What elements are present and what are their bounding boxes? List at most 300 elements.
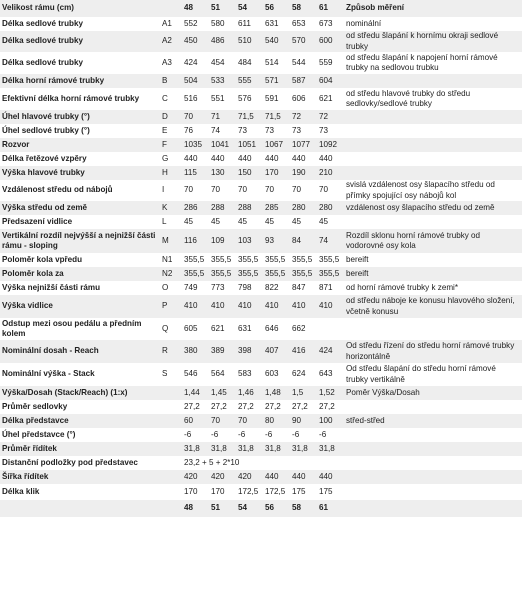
- row-value: 355,5: [265, 268, 286, 278]
- row-value: 484: [238, 57, 252, 67]
- table-row: [0, 74, 522, 88]
- row-value: 440: [319, 471, 333, 481]
- row-value: 100: [319, 415, 333, 425]
- row-value: -6: [238, 429, 246, 439]
- row-code: K: [162, 202, 168, 212]
- footer-size: 56: [265, 503, 275, 513]
- row-value: 621: [211, 323, 225, 333]
- row-value: 440: [292, 153, 306, 163]
- table-row: [0, 124, 522, 138]
- row-value: 45: [211, 216, 221, 226]
- row-label: Rozvor: [2, 139, 30, 149]
- row-value: 175: [292, 486, 306, 496]
- row-value: 72: [292, 111, 302, 121]
- row-label: Délka klik: [2, 486, 40, 496]
- footer-empty-cell: [160, 500, 182, 517]
- row-value: 1,45: [211, 387, 227, 397]
- row-value: 355,5: [238, 254, 259, 264]
- row-value: 486: [211, 36, 225, 46]
- row-description: [344, 166, 522, 180]
- header-size: 48: [184, 3, 194, 13]
- table-row: [0, 456, 522, 470]
- row-description: od středu šlapání k hornímu okraji sedlové trubky: [346, 31, 499, 51]
- table-row: [0, 267, 522, 281]
- row-value: 420: [238, 471, 252, 481]
- row-value: 440: [238, 153, 252, 163]
- row-value: 288: [211, 202, 225, 212]
- table-row: [0, 442, 522, 456]
- row-value: 1092: [319, 139, 338, 149]
- row-description: [344, 442, 522, 456]
- row-label: Délka představce: [2, 415, 69, 425]
- table-row: [0, 340, 522, 363]
- row-value: 643: [319, 369, 333, 379]
- row-label: Poloměr kola za: [2, 268, 64, 278]
- row-description: od středu hlavové trubky do středu sedlovky/sedlové trubky: [346, 88, 471, 108]
- row-value: -6: [319, 429, 327, 439]
- row-code: [160, 470, 182, 484]
- row-value: 504: [184, 75, 198, 85]
- row-value: 420: [211, 471, 225, 481]
- row-label: Úhel představce (°): [2, 429, 76, 439]
- row-code: D: [162, 111, 168, 121]
- row-value: 440: [265, 471, 279, 481]
- row-value: 410: [319, 301, 333, 311]
- row-value: 424: [319, 346, 333, 356]
- table-row: [0, 52, 522, 74]
- row-value: 70: [211, 185, 221, 195]
- row-value: 80: [265, 415, 275, 425]
- row-value: 662: [292, 323, 306, 333]
- table-row: [0, 201, 522, 215]
- row-value: 45: [265, 216, 275, 226]
- row-label: Výška hlavové trubky: [2, 167, 85, 177]
- row-value: 355,5: [211, 254, 232, 264]
- row-code: B: [162, 75, 168, 85]
- row-value: 71,5: [238, 111, 254, 121]
- footer-size: 58: [292, 503, 302, 513]
- row-value: 604: [319, 75, 333, 85]
- row-value: 410: [265, 301, 279, 311]
- row-value: 546: [184, 369, 198, 379]
- row-value: 70: [211, 415, 221, 425]
- row-value: 70: [238, 415, 248, 425]
- row-value: 555: [238, 75, 252, 85]
- row-value: 440: [265, 153, 279, 163]
- row-value: 130: [211, 167, 225, 177]
- row-value: 31,8: [184, 443, 200, 453]
- table-row: [0, 386, 522, 400]
- row-value: 570: [292, 36, 306, 46]
- header-code-cell: [160, 0, 182, 17]
- row-value: 355,5: [292, 254, 313, 264]
- row-code: S: [162, 369, 168, 379]
- row-value: 591: [265, 93, 279, 103]
- row-description: od středu šlapání k napojení horní rámové trubky na sedlovou trubku: [346, 52, 498, 72]
- row-value: 116: [184, 235, 197, 245]
- row-value: 27,2: [265, 401, 281, 411]
- row-description: střed-střed: [346, 415, 385, 425]
- row-code: R: [162, 346, 168, 356]
- row-code: [160, 442, 182, 456]
- row-code: A1: [162, 18, 172, 28]
- row-label: Efektivní délka horní rámové trubky: [2, 93, 140, 103]
- row-value: 544: [292, 57, 306, 67]
- row-value: 27,2: [319, 401, 335, 411]
- row-description: vzdálenost osy šlapacího středu od země: [346, 202, 495, 212]
- footer-empty-cell: [344, 500, 522, 517]
- row-code: L: [162, 216, 167, 226]
- row-code: M: [162, 235, 169, 245]
- table-row: [0, 166, 522, 180]
- table-row: [0, 400, 522, 414]
- row-value: 1077: [292, 139, 311, 149]
- row-value: -6: [211, 429, 219, 439]
- row-description: [344, 318, 522, 340]
- row-label: Výška/Dosah (Stack/Reach) (1:x): [2, 387, 128, 397]
- row-value: 73: [292, 125, 302, 135]
- row-value: 564: [211, 369, 225, 379]
- row-value: 1,44: [184, 387, 200, 397]
- row-description: bereift: [346, 254, 369, 264]
- row-value: 606: [292, 93, 306, 103]
- table-row: [0, 484, 522, 500]
- row-value: 280: [292, 202, 306, 212]
- row-value: 31,8: [292, 443, 308, 453]
- row-value: 355,5: [211, 268, 232, 278]
- row-value: 600: [319, 36, 333, 46]
- row-value: 440: [319, 153, 333, 163]
- table-row: [0, 138, 522, 152]
- row-label: Délka sedlové trubky: [2, 57, 83, 67]
- row-value: 355,5: [184, 268, 205, 278]
- row-code: P: [162, 301, 168, 311]
- row-value: 454: [211, 57, 225, 67]
- row-value: 416: [292, 346, 306, 356]
- row-value: 27,2: [292, 401, 308, 411]
- row-value: 172,5: [265, 486, 286, 496]
- row-value: 286: [184, 202, 198, 212]
- row-value: 420: [184, 471, 198, 481]
- row-description: [344, 152, 522, 166]
- row-value: 72: [319, 111, 329, 121]
- row-label: Vzdálenost středu od nábojů: [2, 185, 113, 195]
- row-label: Výška středu od země: [2, 202, 88, 212]
- row-value: 280: [319, 202, 333, 212]
- row-value: 70: [238, 185, 248, 195]
- table-row: [0, 88, 522, 110]
- row-value: 514: [265, 57, 279, 67]
- row-value: 31,8: [238, 443, 254, 453]
- row-value: 45: [319, 216, 329, 226]
- row-value: 424: [184, 57, 198, 67]
- row-value: 71,5: [265, 111, 281, 121]
- row-description: [344, 110, 522, 124]
- row-value: 871: [319, 282, 333, 292]
- row-value: -6: [265, 429, 273, 439]
- row-value: 605: [184, 323, 198, 333]
- row-code: E: [162, 125, 168, 135]
- row-label: Délka sedlové trubky: [2, 18, 83, 28]
- row-description: [344, 484, 522, 500]
- row-value: 410: [184, 301, 198, 311]
- table-row: [0, 428, 522, 442]
- row-value: 1,52: [319, 387, 335, 397]
- row-label: Odstup mezi osou pedálu a předním kolem: [2, 318, 142, 338]
- row-code: [160, 456, 182, 470]
- footer-size: 54: [238, 503, 248, 513]
- row-value: 170: [265, 167, 279, 177]
- footer-size: 48: [184, 503, 194, 513]
- header-size: 56: [265, 3, 275, 13]
- row-label: Šířka řídítek: [2, 471, 49, 481]
- row-value: 74: [211, 125, 221, 135]
- row-code: O: [162, 282, 169, 292]
- row-code: N2: [162, 268, 173, 278]
- footer-size: 51: [211, 503, 221, 513]
- row-value: 603: [265, 369, 279, 379]
- row-label: Předsazení vidlice: [2, 216, 73, 226]
- row-value: 1,5: [292, 387, 304, 397]
- row-value: 27,2: [211, 401, 227, 411]
- row-value: 653: [292, 18, 306, 28]
- row-value: 580: [211, 18, 225, 28]
- row-value: 210: [319, 167, 333, 177]
- row-code: [160, 400, 182, 414]
- row-value: 540: [265, 36, 279, 46]
- row-value: 516: [184, 93, 198, 103]
- row-value: 576: [238, 93, 252, 103]
- row-value: 71: [211, 111, 221, 121]
- row-value: 822: [265, 282, 279, 292]
- row-value: 559: [319, 57, 333, 67]
- row-value: 150: [238, 167, 252, 177]
- row-code: N1: [162, 254, 173, 264]
- row-value: 1051: [238, 139, 257, 149]
- row-value: 70: [265, 185, 275, 195]
- row-description: [344, 456, 522, 470]
- row-label: Úhel sedlové trubky (°): [2, 125, 90, 135]
- header-size: 51: [211, 3, 221, 13]
- row-value: 407: [265, 346, 279, 356]
- row-value: 510: [238, 36, 252, 46]
- row-value: 410: [238, 301, 252, 311]
- row-label: Průměr řídítek: [2, 443, 57, 453]
- row-code: H: [162, 167, 168, 177]
- row-label: Délka sedlové trubky: [2, 36, 83, 46]
- row-value: 551: [211, 93, 225, 103]
- row-value: 533: [211, 75, 225, 85]
- row-value: 84: [292, 235, 302, 245]
- header-row: [0, 0, 522, 17]
- row-label: Vertikální rozdíl nejvýšší a nejnižší části rámu - sloping: [2, 230, 156, 250]
- row-value: 175: [319, 486, 333, 496]
- row-value: 450: [184, 36, 198, 46]
- row-value-span: 23,2 + 5 + 2*10: [184, 457, 240, 467]
- row-code: [160, 428, 182, 442]
- row-code: I: [162, 185, 165, 195]
- row-value: 31,8: [265, 443, 281, 453]
- row-value: 74: [319, 235, 329, 245]
- row-value: 73: [238, 125, 248, 135]
- row-description: [344, 138, 522, 152]
- row-value: 611: [238, 18, 251, 28]
- row-value: 749: [184, 282, 198, 292]
- row-description: [344, 428, 522, 442]
- row-code: [160, 386, 182, 400]
- row-value: 624: [292, 369, 306, 379]
- row-code: Q: [162, 323, 169, 333]
- row-value: 440: [184, 153, 198, 163]
- row-value: -6: [292, 429, 300, 439]
- row-value: 355,5: [184, 254, 205, 264]
- table-row: [0, 363, 522, 386]
- row-value: 410: [292, 301, 306, 311]
- table-row: [0, 110, 522, 124]
- row-description: [344, 74, 522, 88]
- row-value: 31,8: [319, 443, 335, 453]
- row-value: 571: [265, 75, 279, 85]
- row-value: 27,2: [184, 401, 200, 411]
- row-value: 673: [319, 18, 333, 28]
- row-value: 773: [211, 282, 225, 292]
- row-value: 115: [184, 167, 197, 177]
- row-value: 170: [211, 486, 225, 496]
- row-value: 93: [265, 235, 275, 245]
- row-description: Poměr Výška/Dosah: [346, 387, 420, 397]
- row-value: 109: [211, 235, 225, 245]
- row-value: 76: [184, 125, 194, 135]
- row-value: 190: [292, 167, 306, 177]
- row-value: 70: [184, 185, 194, 195]
- row-value: 587: [292, 75, 306, 85]
- row-value: 621: [319, 93, 333, 103]
- row-value: 798: [238, 282, 252, 292]
- table-row: [0, 295, 522, 318]
- row-value: 1067: [265, 139, 284, 149]
- row-value: 285: [265, 202, 279, 212]
- row-description: od středu náboje ke konusu hlavového složení, včetně konusu: [346, 296, 515, 316]
- footer-size: 61: [319, 503, 329, 513]
- row-value: 45: [238, 216, 248, 226]
- row-value: 355,5: [319, 268, 340, 278]
- table-row: [0, 215, 522, 229]
- row-description: Od středu řízení do středu horní rámové trubky horizontálně: [346, 341, 515, 361]
- footer-row: [0, 500, 522, 517]
- row-label: Délka řetězové vzpěry: [2, 153, 87, 163]
- row-value: 31,8: [211, 443, 227, 453]
- row-value: 73: [319, 125, 329, 135]
- row-value: 380: [184, 346, 198, 356]
- table-row: [0, 414, 522, 428]
- table-row: [0, 17, 522, 31]
- row-value: 389: [211, 346, 225, 356]
- row-value: 646: [265, 323, 279, 333]
- row-value: 1041: [211, 139, 230, 149]
- table-row: [0, 229, 522, 253]
- row-value: 70: [184, 111, 194, 121]
- row-label: Nominální dosah - Reach: [2, 346, 99, 356]
- row-value: 60: [184, 415, 194, 425]
- row-value: [317, 318, 344, 340]
- row-value: 355,5: [319, 254, 340, 264]
- header-title: Velikost rámu (cm): [2, 3, 74, 13]
- row-value: 1,48: [265, 387, 281, 397]
- header-size: 54: [238, 3, 248, 13]
- row-description: nominální: [346, 18, 382, 28]
- row-description: Rozdíl sklonu horní rámové trubky od vodorovné osy kola: [346, 230, 481, 250]
- footer-empty-cell: [0, 500, 160, 517]
- table-row: [0, 253, 522, 267]
- row-value: -6: [184, 429, 192, 439]
- row-label: Délka horní rámové trubky: [2, 75, 105, 85]
- table-row: [0, 152, 522, 166]
- header-size: 58: [292, 3, 302, 13]
- header-size: 61: [319, 3, 329, 13]
- row-value: 552: [184, 18, 198, 28]
- row-description: Od středu šlapání do středu horní rámové trubky vertikálně: [346, 364, 496, 384]
- row-label: Distanční podložky pod představec: [2, 457, 138, 467]
- table-row: [0, 318, 522, 340]
- row-value: 1,46: [238, 387, 254, 397]
- row-description: [344, 400, 522, 414]
- row-label: Nominální výška - Stack: [2, 369, 95, 379]
- row-label: Poloměr kola vpředu: [2, 254, 83, 264]
- row-description: [344, 215, 522, 229]
- table-row: [0, 281, 522, 295]
- row-value: 583: [238, 369, 252, 379]
- row-code: A2: [162, 36, 172, 46]
- row-value: 440: [292, 471, 306, 481]
- row-label: Úhel hlavové trubky (°): [2, 111, 90, 121]
- row-code: A3: [162, 57, 172, 67]
- row-value: 27,2: [238, 401, 254, 411]
- table-row: [0, 180, 522, 201]
- row-value: 355,5: [292, 268, 313, 278]
- table-row: [0, 31, 522, 52]
- row-value: 103: [238, 235, 252, 245]
- row-value: 631: [265, 18, 279, 28]
- row-description: svislá vzdálenost osy šlapacího středu od přímky spojující osy nábojů kol: [346, 180, 495, 200]
- row-code: [160, 414, 182, 428]
- row-value: 70: [292, 185, 302, 195]
- row-code: C: [162, 93, 168, 103]
- row-label: Výška nejnižší části rámu: [2, 282, 101, 292]
- row-value: 170: [184, 486, 198, 496]
- row-code: G: [162, 153, 169, 163]
- table-row: [0, 470, 522, 484]
- row-label: Výška vidlice: [2, 301, 53, 311]
- row-value: 410: [211, 301, 225, 311]
- row-label: Průměr sedlovky: [2, 401, 68, 411]
- row-description: od horní rámové trubky k zemi*: [346, 282, 459, 292]
- row-value: 1035: [184, 139, 203, 149]
- row-description: bereift: [346, 268, 369, 278]
- row-value: 440: [211, 153, 225, 163]
- row-code: F: [162, 139, 167, 149]
- row-value: 172,5: [238, 486, 259, 496]
- row-value: 70: [319, 185, 329, 195]
- header-desc: Způsob měření: [346, 3, 405, 13]
- row-value: 355,5: [265, 254, 286, 264]
- row-value: 398: [238, 346, 252, 356]
- row-value: 288: [238, 202, 252, 212]
- row-value: 45: [184, 216, 194, 226]
- row-value: 45: [292, 216, 302, 226]
- row-value: 847: [292, 282, 306, 292]
- row-value: 90: [292, 415, 302, 425]
- row-description: [344, 470, 522, 484]
